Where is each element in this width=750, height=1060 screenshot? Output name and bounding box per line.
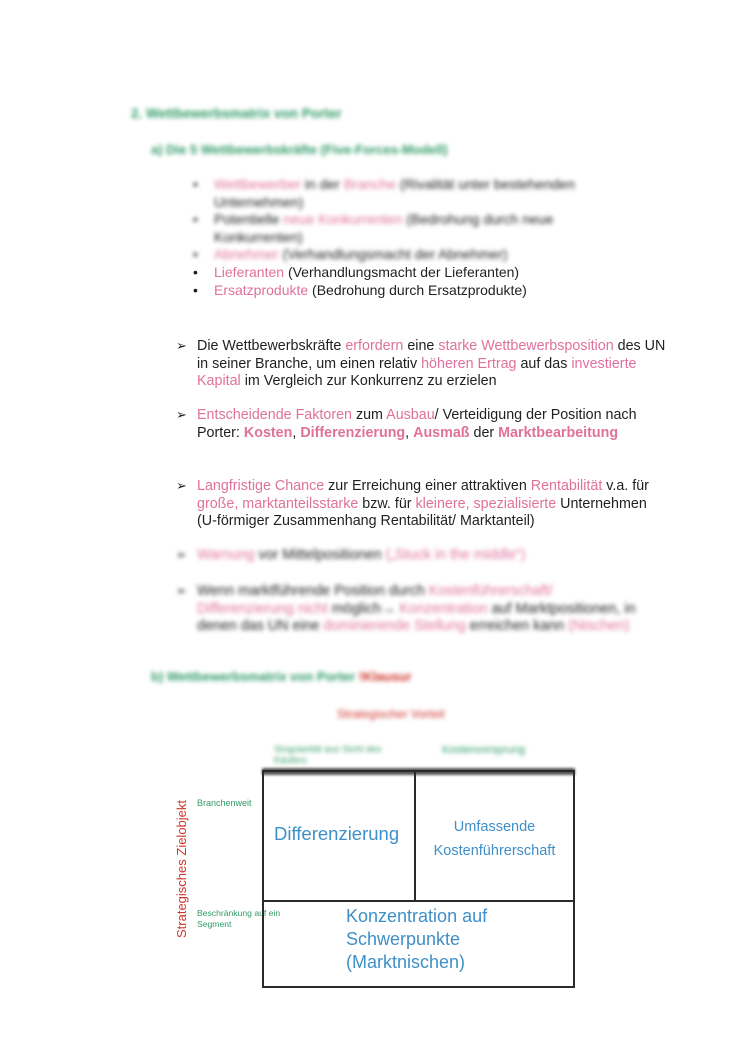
bullet-icon: • <box>193 263 198 280</box>
subsection-heading-b: b) Wettbewerbsmatrix von Porter !Klausur <box>151 669 412 684</box>
arrow-bullet-icon: ➢ <box>176 478 187 493</box>
arrow-bullet-icon: ➢ <box>176 547 187 562</box>
bullet-icon: • <box>193 176 198 192</box>
cell-label: Umfassende Kostenführerschaft <box>433 819 556 859</box>
arrow-bullet-icon: ➢ <box>176 338 187 353</box>
arrow-bullet-icon: ➢ <box>176 583 187 598</box>
point-chance: ➢ Langfristige Chance zur Erreichung einer attraktiven Rentabilität v.a. für große, marktanteilsstarke bzw. für kleinere, spezialisierte Unternehmen (U-förmiger Zusammenhang Rentabilität/ Marktanteil) <box>176 478 649 530</box>
bullet-icon: • <box>193 246 198 263</box>
bullet-icon: • <box>193 281 198 298</box>
list-item: • Ersatzprodukte (Bedrohung durch Ersatzprodukte) <box>193 281 527 298</box>
cell-label: Differenzierung <box>274 823 400 844</box>
matrix-row-header: Beschränkung auf ein Segment <box>197 908 281 929</box>
point-niche: ➢ Wenn marktführende Position durch Kostenführerschaft/ Differenzierung nicht möglich→ Konzentration auf Marktpositionen, in denen das UN eine dominierende Stellung erreichen kann (Nischen) <box>176 583 636 635</box>
section-heading: 2. Wettbewerbsmatrix von Porter <box>131 106 342 121</box>
cell-label: Konzentration auf Schwerpunkte (Marktnischen) <box>346 906 488 972</box>
list-item: • Wettbewerber in der Branche (Rivalität unter bestehenden Unternehmen) <box>193 176 575 210</box>
exam-tag: !Klausur <box>358 669 412 684</box>
point-warning: ➢ Warnung vor Mittelpositionen („Stuck in the middle“) <box>176 547 526 563</box>
subsection-heading-a: a) Die 5 Wettbewerbskräfte (Five-Forces-Modell) <box>151 142 448 157</box>
matrix-column-header: Singularität aus Sicht des Käufers <box>274 744 382 766</box>
point-forces: ➢ Die Wettbewerbskräfte erfordern eine starke Wettbewerbsposition des UN in seiner Branche, um einen relativ höheren Ertrag auf das investierte Kapital im Vergleich zur Konkurrenz zu erzielen <box>176 338 666 390</box>
matrix-row-header: Branchenweit <box>197 798 252 808</box>
arrow-bullet-icon: ➢ <box>176 407 187 422</box>
matrix-y-axis: Strategisches Zielobjekt <box>174 799 189 938</box>
list-item: • Lieferanten (Verhandlungsmacht der Lieferanten) <box>193 263 520 280</box>
matrix-top-axis: Strategischer Vorteil <box>337 707 445 721</box>
matrix-column-header: Kostenvorsprung <box>442 744 526 756</box>
bullet-icon: • <box>193 211 198 228</box>
point-factors: ➢ Entscheidende Faktoren zum Ausbau/ Verteidigung der Position nach Porter: Kosten, Differenzierung, Ausmaß der Marktbearbeitung <box>176 407 637 441</box>
list-item: • Abnehmer (Verhandlungsmacht der Abnehmer) <box>193 246 508 263</box>
list-item: • Potentielle neue Konkurrenten (Bedrohung durch neue Konkurrenten) <box>193 211 554 245</box>
forces-list <box>193 176 623 299</box>
